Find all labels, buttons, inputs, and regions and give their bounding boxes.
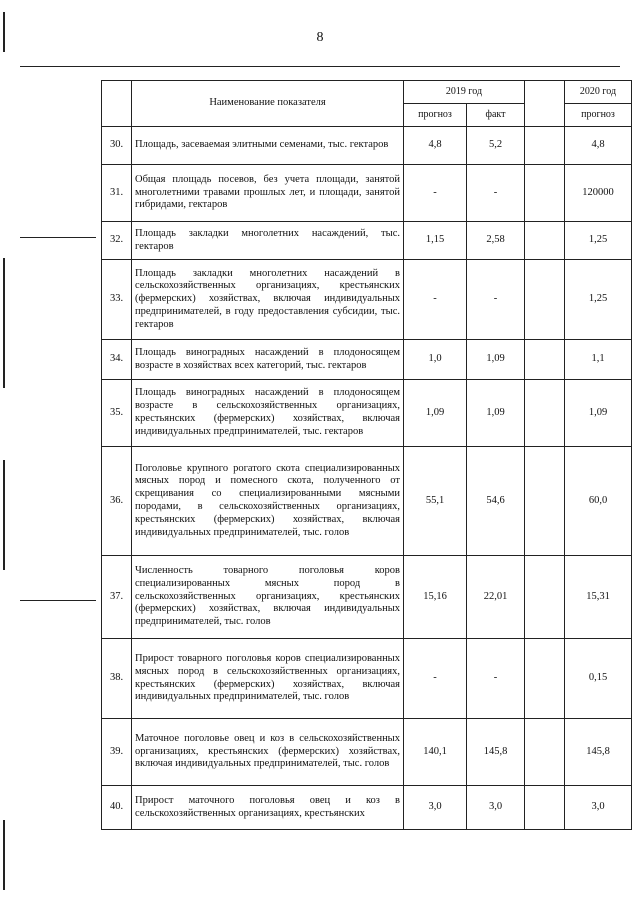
row-empty-cell [525, 380, 565, 447]
row-fact-2019: - [467, 165, 525, 222]
header-row-years [102, 81, 632, 104]
row-empty-cell [525, 222, 565, 260]
row-empty-cell [525, 127, 565, 165]
row-forecast-2020: 60,0 [565, 447, 632, 556]
header-year-2020: 2020 год [565, 81, 632, 104]
indicators-table [101, 80, 632, 830]
row-forecast-2019: 1,09 [404, 380, 467, 447]
table-row [102, 719, 632, 786]
row-forecast-2020: 4,8 [565, 127, 632, 165]
row-forecast-2020: 3,0 [565, 786, 632, 830]
row-forecast-2019: 3,0 [404, 786, 467, 830]
row-number: 30. [102, 127, 132, 165]
table-row [102, 165, 632, 222]
row-fact-2019: 3,0 [467, 786, 525, 830]
header-year-2019: 2019 год [404, 81, 525, 104]
row-forecast-2019: 15,16 [404, 556, 467, 639]
scan-artifact-left-edge [3, 820, 5, 890]
table-row [102, 380, 632, 447]
row-empty-cell [525, 719, 565, 786]
row-forecast-2019: 140,1 [404, 719, 467, 786]
row-empty-cell [525, 786, 565, 830]
row-fact-2019: 1,09 [467, 340, 525, 380]
header-indicator-name: Наименование показателя [132, 81, 404, 127]
scan-artifact-left-edge [3, 12, 5, 52]
row-indicator-name: Общая площадь посевов, без учета площади, занятой многолетними травами прошлых лет, и площади, занятой гибридами, гектаров [132, 165, 404, 222]
scan-artifact-rule [20, 66, 620, 67]
row-forecast-2019: - [404, 639, 467, 719]
row-indicator-name: Площадь виноградных насаждений в плодоносящем возрасте в сельскохозяйственных организациях, крестьянских (фермерских) хозяйствах, включая индивидуальных предпринимателей, тыс. гектаров [132, 380, 404, 447]
scan-artifact-rule [20, 237, 96, 238]
header-empty-col [525, 81, 565, 127]
row-forecast-2019: - [404, 165, 467, 222]
row-forecast-2019: 1,15 [404, 222, 467, 260]
row-fact-2019: 22,01 [467, 556, 525, 639]
row-number: 39. [102, 719, 132, 786]
row-forecast-2019: - [404, 260, 467, 340]
table-row [102, 786, 632, 830]
row-empty-cell [525, 260, 565, 340]
row-empty-cell [525, 639, 565, 719]
row-indicator-name: Площадь виноградных насаждений в плодоносящем возрасте в хозяйствах всех категорий, тыс. гектаров [132, 340, 404, 380]
row-forecast-2020: 120000 [565, 165, 632, 222]
table-row [102, 556, 632, 639]
row-forecast-2019: 55,1 [404, 447, 467, 556]
header-forecast-2019: прогноз [404, 104, 467, 127]
row-forecast-2020: 1,1 [565, 340, 632, 380]
row-number: 31. [102, 165, 132, 222]
row-fact-2019: - [467, 260, 525, 340]
row-indicator-name: Площадь закладки многолетних насаждений, тыс. гектаров [132, 222, 404, 260]
row-forecast-2020: 1,25 [565, 222, 632, 260]
row-empty-cell [525, 340, 565, 380]
table-row [102, 340, 632, 380]
scan-artifact-left-edge [3, 460, 5, 570]
row-indicator-name: Прирост товарного поголовья коров специализированных мясных пород в сельскохозяйственных организациях, крестьянских (фермерских) хозяйствах, включая индивидуальных предпринимателей, тыс. голов [132, 639, 404, 719]
row-indicator-name: Прирост маточного поголовья овец и коз в сельскохозяйственных организациях, крестьянских [132, 786, 404, 830]
row-forecast-2020: 1,09 [565, 380, 632, 447]
row-fact-2019: 54,6 [467, 447, 525, 556]
row-fact-2019: 2,58 [467, 222, 525, 260]
table-row [102, 127, 632, 165]
table-row [102, 447, 632, 556]
row-indicator-name: Площадь закладки многолетних насаждений в сельскохозяйственных организациях, крестьянских (фермерских) хозяйствах, включая индивидуальных предпринимателей, в году предоставления субсидии, тыс. гектаров [132, 260, 404, 340]
row-indicator-name: Площадь, засеваемая элитными семенами, тыс. гектаров [132, 127, 404, 165]
row-number: 37. [102, 556, 132, 639]
header-fact-2019: факт [467, 104, 525, 127]
row-number: 32. [102, 222, 132, 260]
row-forecast-2020: 1,25 [565, 260, 632, 340]
row-empty-cell [525, 556, 565, 639]
row-number: 33. [102, 260, 132, 340]
row-fact-2019: - [467, 639, 525, 719]
row-indicator-name: Маточное поголовье овец и коз в сельскохозяйственных организациях, крестьянских (фермерских) хозяйствах, включая индивидуальных предпринимателей, тыс. голов [132, 719, 404, 786]
header-forecast-2020: прогноз [565, 104, 632, 127]
header-num-cell [102, 81, 132, 127]
row-number: 38. [102, 639, 132, 719]
row-fact-2019: 5,2 [467, 127, 525, 165]
row-fact-2019: 145,8 [467, 719, 525, 786]
scan-artifact-left-edge [3, 258, 5, 388]
row-empty-cell [525, 447, 565, 556]
page-number: 8 [316, 30, 324, 45]
row-number: 34. [102, 340, 132, 380]
table-row [102, 222, 632, 260]
row-number: 35. [102, 380, 132, 447]
row-forecast-2020: 0,15 [565, 639, 632, 719]
table-row [102, 639, 632, 719]
row-forecast-2019: 4,8 [404, 127, 467, 165]
row-forecast-2020: 145,8 [565, 719, 632, 786]
row-number: 40. [102, 786, 132, 830]
scan-artifact-rule [20, 600, 96, 601]
table-row [102, 260, 632, 340]
row-empty-cell [525, 165, 565, 222]
row-fact-2019: 1,09 [467, 380, 525, 447]
row-indicator-name: Поголовье крупного рогатого скота специализированных мясных пород и помесного скота, полученного от скрещивания со специализированными мясными породами, в сельскохозяйственных организациях, крестьянских (фермерских) хозяйствах, включая индивидуальных предпринимателей, тыс. голов [132, 447, 404, 556]
row-forecast-2020: 15,31 [565, 556, 632, 639]
row-indicator-name: Численность товарного поголовья коров специализированных мясных пород в сельскохозяйственных организациях, крестьянских (фермерских) хозяйствах, включая индивидуальных предпринимателей, тыс. голов [132, 556, 404, 639]
row-number: 36. [102, 447, 132, 556]
row-forecast-2019: 1,0 [404, 340, 467, 380]
